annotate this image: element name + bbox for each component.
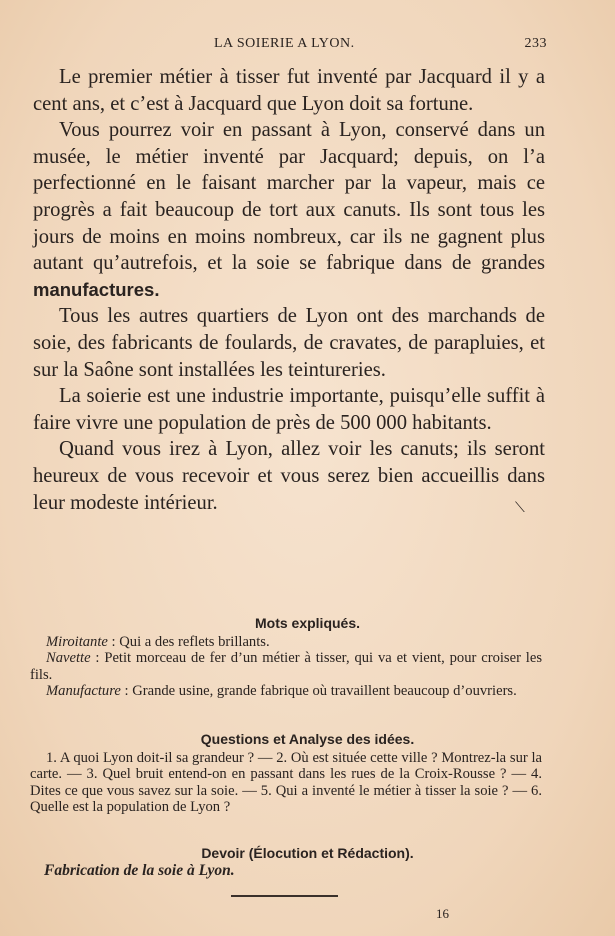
ink-mark: ⟍ (515, 500, 525, 516)
questions-text: 1. A quoi Lyon doit-il sa grandeur ? — 2. Où est située cette ville ? Montrez-la sur la carte. — 3. Quel bruit entend-on en passant dans les rues de la Croix-Rousse ? — 4. Dites ce que vous savez sur la soie. — 5. Qui a inventé le métier à tisser la soie ? — 6. Quelle est la population de Lyon ? (30, 750, 542, 816)
questions-block (30, 750, 542, 816)
paragraph-4: La soierie est une industrie importante, puisqu’elle suffit à faire vivre une population de près de 500 000 habitants. (33, 385, 545, 434)
glossary-entry (30, 683, 542, 699)
glossary-term: Manufacture (46, 683, 121, 700)
glossary-entry (30, 634, 542, 650)
signature-mark: 16 (436, 906, 449, 921)
glossary-definition: : Petit morceau de fer d’un métier à tisser, qui va et vient, pour croiser les fils. (30, 650, 542, 683)
paragraph-5: Quand vous irez à Lyon, allez voir les canuts; ils seront heureux de vous recevoir et vous serez bien accueillis dans leur modeste intérieur. (33, 438, 545, 514)
devoir-task: Fabrication de la soie à Lyon. (44, 862, 235, 879)
questions-heading: Questions et Analyse des idées. (200, 731, 415, 747)
paragraph-2-text: Vous pourrez voir en passant à Lyon, conservé dans un musée, le métier inventé par Jacquard; depuis, on l’a perfectionné en le faisant marcher par la vapeur, mais ce progrès a fait beaucoup de tort aux canuts. Ils sont tous les jours de moins en moins nombreux, car ils ne gagnent plus autant qu’autrefois, et la soie se fabrique dans de grandes (33, 119, 545, 275)
paragraph-2 (33, 117, 545, 303)
glossary-term: Navette (46, 650, 91, 667)
glossary-definition: : Grande usine, grande fabrique où travaillent beaucoup d’ouvriers. (120, 683, 517, 700)
running-head-title: LA SOIERIE A LYON. (214, 36, 355, 51)
devoir-heading: Devoir (Élocution et Rédaction). (201, 845, 414, 861)
glossary (30, 634, 542, 700)
glossary-definition: : Qui a des reflets brillants. (107, 634, 270, 650)
main-text (33, 64, 545, 516)
mots-expliques-heading: Mots expliqués. (254, 615, 361, 631)
paragraph-1: Le premier métier à tisser fut inventé par Jacquard il y a cent ans, et c’est à Jacquard que Lyon doit sa fortune. (33, 66, 545, 115)
divider-rule (231, 895, 338, 897)
glossary-term: Miroitante (46, 634, 108, 650)
glossary-entry (30, 650, 542, 683)
bold-term-manufactures: manufactures. (33, 278, 160, 300)
paragraph-3: Tous les autres quartiers de Lyon ont des marchands de soie, des fabricants de foulards, de cravates, de parapluies, et sur la Saône sont installées les teintureries. (33, 305, 545, 381)
page-number: 233 (524, 36, 547, 51)
